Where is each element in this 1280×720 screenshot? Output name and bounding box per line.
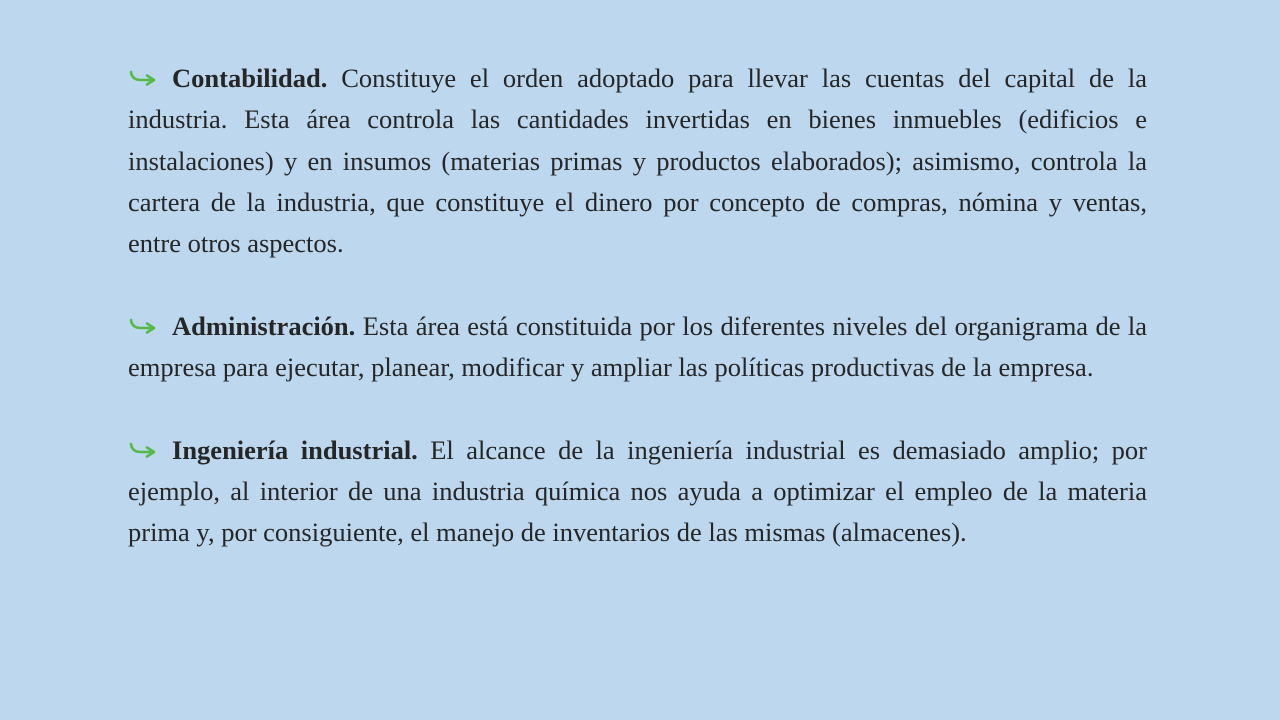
curved-arrow-bullet-icon — [128, 317, 158, 337]
paragraph-contabilidad — [128, 58, 1147, 264]
term-contabilidad: Contabilidad. — [172, 63, 328, 93]
curved-arrow-bullet-icon — [128, 69, 158, 89]
paragraph-ingenieria-industrial — [128, 430, 1147, 554]
paragraph-administracion — [128, 306, 1147, 389]
text-administracion: Esta área está constituida por los diferentes niveles del organigrama de la empresa para ejecutar, planear, modificar y ampliar las políticas productivas de la empresa. — [128, 310, 1147, 383]
text-ingenieria-industrial: El alcance de la ingeniería industrial es demasiado amplio; por ejemplo, al interior de una industria química nos ayuda a optimizar el empleo de la materia prima y, por consiguiente, el manejo de inventarios de las mismas (almacenes). — [128, 434, 1147, 548]
term-ingenieria-industrial: Ingeniería industrial. — [172, 434, 418, 465]
slide-content — [128, 58, 1147, 554]
text-contabilidad: Constituye el orden adoptado para llevar las cuentas del capital de la industria. Esta área controla las cantidades invertidas en bienes inmuebles (edificios e instalaciones) y en insumos (materias primas y productos elaborados); asimismo, controla la cartera de la industria, que constituye el dinero por concepto de compras, nómina y ventas, entre otros aspectos. — [128, 63, 1147, 259]
term-administracion: Administración. — [172, 310, 356, 341]
curved-arrow-bullet-icon — [128, 441, 158, 461]
